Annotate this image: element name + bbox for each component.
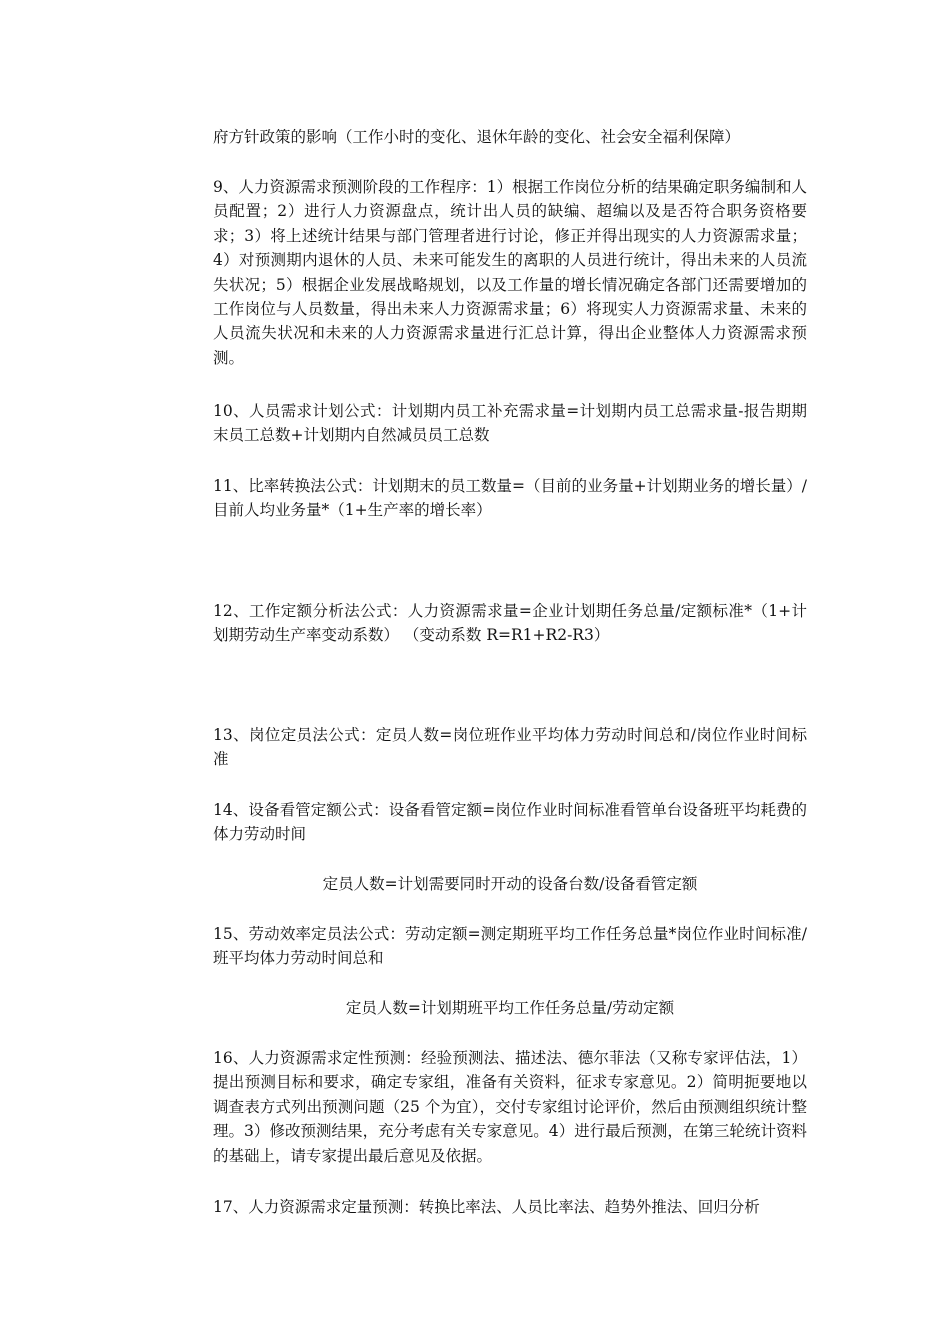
paragraph-item-15: 15、劳动效率定员法公式：劳动定额=测定期班平均工作任务总量*岗位作业时间标准/班平均体力劳动时间总和 (213, 925, 807, 968)
formula-line-14: 定员人数=计划需要同时开动的设备台数/设备看管定额 (322, 875, 698, 893)
paragraph-item-17: 17、人力资源需求定量预测：转换比率法、人员比率法、趋势外推法、回归分析 (213, 1198, 760, 1216)
formula-line-15: 定员人数=计划期班平均工作任务总量/劳动定额 (345, 999, 675, 1017)
paragraph-item-12: 12、工作定额分析法公式：人力资源需求量=企业计划期任务总量/定额标准*（1+计划期劳动生产率变动系数） （变动系数 R=R1+R2-R3） (213, 602, 807, 645)
paragraph-item-9: 9、人力资源需求预测阶段的工作程序：1）根据工作岗位分析的结果确定职务编制和人员配置；2）进行人力资源盘点，统计出人员的缺编、超编以及是否符合职务资格要求；3）将上述统计结果与部门管理者进行讨论，修正并得出现实的人力资源需求量；4）对预测期内退休的人员、未来可能发生的离职的人员进行统计，得出未来的人员流失状况；5）根据企业发展战略规划，以及工作量的增长情况确定各部门还需要增加的工作岗位与人员数量，得出未来人力资源需求量；6）将现实人力资源需求量、未来的人员流失状况和未来的人力资源需求量进行汇总计算，得出企业整体人力资源需求预测。 (213, 178, 807, 367)
paragraph-item-13: 13、岗位定员法公式：定员人数=岗位班作业平均体力劳动时间总和/岗位作业时间标准 (213, 726, 807, 769)
paragraph-item-14: 14、设备看管定额公式：设备看管定额=岗位作业时间标准看管单台设备班平均耗费的体力劳动时间 (213, 801, 807, 844)
paragraph-item-11: 11、比率转换法公式：计划期末的员工数量=（目前的业务量+计划期业务的增长量）/目前人均业务量*（1+生产率的增长率） (213, 477, 807, 520)
paragraph-continuation: 府方针政策的影响（工作小时的变化、退休年龄的变化、社会安全福利保障） (213, 128, 741, 146)
paragraph-item-16: 16、人力资源需求定性预测：经验预测法、描述法、德尔菲法（又称专家评估法，1）提出预测目标和要求，确定专家组，准备有关资料，征求专家意见。2）简明扼要地以调查表方式列出预测问题（25 个为宜），交付专家组讨论评价，然后由预测组织统计整理。3）修改预测结果，充分考虑有关专家意见。4）进行最后预测，在第三轮统计资料的基础上，请专家提出最后意见及依据。 (213, 1049, 807, 1165)
paragraph-item-10: 10、人员需求计划公式：计划期内员工补充需求量=计划期内员工总需求量-报告期期末员工总数+计划期内自然减员员工总数 (213, 402, 807, 445)
